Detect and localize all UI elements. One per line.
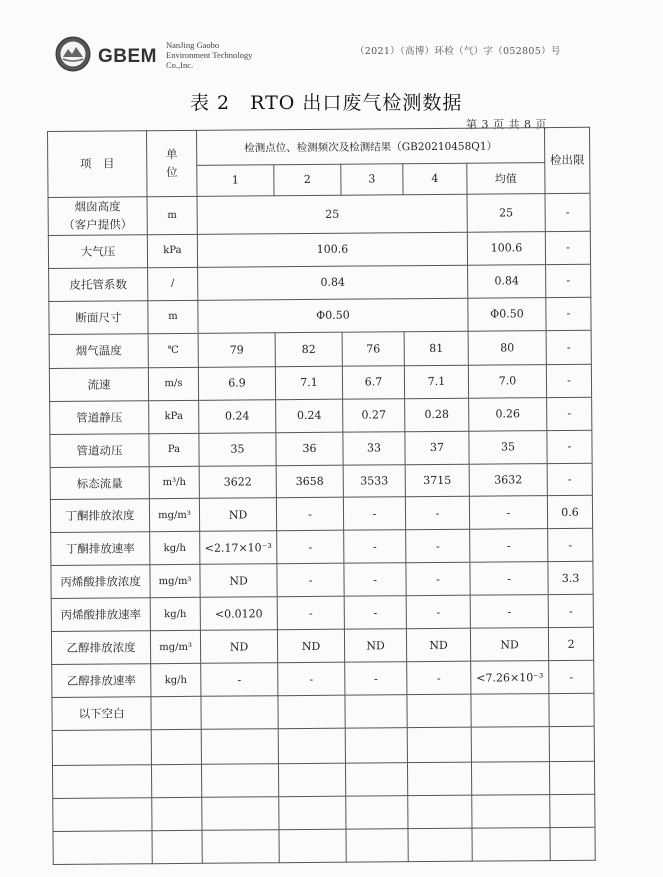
row-v4: - <box>406 563 470 596</box>
row-item: 丁酮排放浓度 <box>50 499 149 533</box>
row-v4: - <box>406 595 470 628</box>
empty-row <box>53 827 595 864</box>
empty-cell <box>202 797 279 831</box>
empty-cell <box>471 727 549 763</box>
empty-cell <box>278 695 345 728</box>
subheader-2: 2 <box>274 164 341 195</box>
empty-cell <box>550 794 595 827</box>
row-item: 管道动压 <box>50 433 149 467</box>
row-item: 大气压 <box>48 235 147 269</box>
empty-row <box>52 761 594 798</box>
empty-cell <box>407 762 471 795</box>
row-unit: m <box>147 196 197 234</box>
row-item: 乙醇排放浓度 <box>51 631 150 665</box>
table-row <box>49 297 591 334</box>
subheader-1: 1 <box>197 165 274 196</box>
row-item: 丁酮排放速率 <box>51 532 150 566</box>
row-v3: 33 <box>343 431 405 464</box>
empty-cell <box>52 730 151 766</box>
row-unit: kg/h <box>150 598 200 631</box>
row-v2: - <box>277 531 344 564</box>
row-v4: - <box>405 497 469 530</box>
empty-cell <box>151 764 201 797</box>
row-limit: - <box>545 231 590 264</box>
row-v3: 3533 <box>343 464 405 497</box>
row-v1: 0.24 <box>199 399 276 433</box>
empty-cell <box>279 796 346 829</box>
row-avg: 3632 <box>469 463 547 497</box>
empty-cell <box>408 795 472 828</box>
row-v4: 81 <box>404 331 468 365</box>
empty-cell <box>549 726 594 761</box>
row-unit: ℃ <box>148 333 198 367</box>
row-v2: 82 <box>275 332 342 366</box>
row-avg: 0.84 <box>468 264 546 298</box>
empty-cell <box>151 696 201 729</box>
row-item: 流速 <box>49 367 148 401</box>
row-v1: 79 <box>198 332 275 367</box>
empty-cell <box>278 763 345 796</box>
empty-cell <box>472 795 550 829</box>
row-unit: m³/h <box>149 466 199 499</box>
row-unit: Pa <box>149 433 199 466</box>
row-v2: 36 <box>276 432 343 465</box>
row-v4: 7.1 <box>404 365 468 398</box>
table-row <box>52 660 594 697</box>
row-limit: 0.6 <box>547 496 592 529</box>
row-merged-value: 100.6 <box>197 232 467 267</box>
row-v3: - <box>343 497 405 530</box>
end-note: 以下空白 <box>52 697 151 731</box>
row-unit: m/s <box>148 367 198 400</box>
row-v4: - <box>406 530 470 563</box>
empty-cell <box>549 761 594 794</box>
row-unit: / <box>148 267 198 300</box>
empty-cell <box>471 694 549 728</box>
row-unit: mg/m³ <box>150 565 200 598</box>
row-avg: - <box>470 595 548 629</box>
row-v1: ND <box>199 498 276 532</box>
empty-cell <box>549 693 594 726</box>
row-limit: 3.3 <box>548 562 593 595</box>
row-avg: - <box>469 496 547 530</box>
row-v3: - <box>344 596 406 629</box>
row-unit: mg/m³ <box>149 499 199 532</box>
row-limit: - <box>545 193 590 231</box>
row-v2: 7.1 <box>275 366 342 399</box>
row-item: 皮托管系数 <box>49 268 148 302</box>
row-item: 管道静压 <box>50 400 149 434</box>
subheader-3: 3 <box>341 164 403 195</box>
row-v4: ND <box>406 628 470 661</box>
row-limit: 2 <box>548 627 593 660</box>
row-limit: - <box>546 264 591 297</box>
empty-cell <box>151 729 201 764</box>
row-avg: 25 <box>467 193 545 232</box>
brand-name: GBEM <box>98 46 157 67</box>
empty-cell <box>152 830 202 863</box>
row-item: 烟气温度 <box>49 333 148 368</box>
row-v3: 6.7 <box>342 365 404 398</box>
company-name: NanJing Gaobo Environment Technology Co.,Inc. <box>166 40 253 70</box>
document-number: （2021）（高博）环检（气）字（052805）号 <box>355 46 561 57</box>
row-v4: 3715 <box>405 464 469 497</box>
row-avg: - <box>470 562 548 596</box>
subheader-avg: 均值 <box>467 163 545 194</box>
table-row <box>51 595 593 632</box>
row-v2: - <box>277 596 344 629</box>
row-item: 丙烯酸排放浓度 <box>51 565 150 599</box>
row-limit: - <box>548 595 593 628</box>
empty-cell <box>201 764 278 798</box>
empty-cell <box>345 695 407 728</box>
row-v1: ND <box>200 630 277 664</box>
empty-cell <box>52 765 151 799</box>
row-limit: - <box>547 397 592 430</box>
row-v2: 3658 <box>276 465 343 498</box>
row-item: 烟囱高度 （客户提供） <box>48 197 147 236</box>
table-title: 表 2 RTO 出口废气检测数据 <box>190 92 463 114</box>
row-item: 标态流量 <box>50 466 149 500</box>
empty-cell <box>278 728 345 764</box>
empty-cell <box>345 763 407 796</box>
empty-cell <box>471 762 549 796</box>
header-limit: 检出限 <box>545 127 591 193</box>
empty-cell <box>346 829 408 863</box>
row-limit: - <box>546 297 591 330</box>
table-row <box>51 562 593 599</box>
row-avg: 100.6 <box>467 232 545 266</box>
header-group: 检测点位、检测频次及检测结果（GB20210458Q1） <box>196 128 544 166</box>
row-avg: <7.26×10⁻³ <box>471 661 549 695</box>
table-row <box>50 430 592 467</box>
empty-cell <box>53 798 152 832</box>
table-row <box>49 330 591 368</box>
row-v2: ND <box>277 629 344 662</box>
row-v1: <0.0120 <box>200 597 277 631</box>
header-row <box>48 127 590 166</box>
row-v2: 0.24 <box>276 399 343 432</box>
empty-cell <box>202 830 279 864</box>
company-logo <box>55 36 91 72</box>
empty-row <box>52 726 594 765</box>
row-unit: kPa <box>149 400 199 433</box>
row-v3: - <box>344 530 406 563</box>
header-unit: 单 位 <box>147 130 198 196</box>
row-unit: kg/h <box>150 532 200 565</box>
row-avg: 80 <box>468 330 546 365</box>
table-row <box>49 364 591 401</box>
empty-cell <box>472 827 550 861</box>
row-unit: kPa <box>147 234 197 267</box>
empty-cell <box>152 797 202 830</box>
row-v2: - <box>277 564 344 597</box>
row-limit: - <box>548 529 593 562</box>
row-v3: 76 <box>342 331 404 365</box>
empty-cell <box>201 729 278 765</box>
header-item: 项 目 <box>48 131 148 198</box>
data-table <box>47 127 596 865</box>
empty-cell <box>550 827 595 860</box>
row-v2: - <box>278 662 345 695</box>
row-avg: Φ0.50 <box>468 297 546 331</box>
row-v1: ND <box>200 564 277 598</box>
row-avg: - <box>470 529 548 563</box>
table-row <box>49 264 591 301</box>
table-row <box>50 496 592 533</box>
row-v1: <2.17×10⁻³ <box>200 531 277 565</box>
row-avg: 7.0 <box>468 364 546 398</box>
row-limit: - <box>546 364 591 397</box>
row-unit: mg/m³ <box>150 631 200 664</box>
empty-cell <box>201 696 278 730</box>
empty-row <box>53 794 595 831</box>
page-info: 第 3 页 共 8 页 <box>466 118 547 131</box>
row-v4: - <box>407 661 471 694</box>
end-note-row <box>52 693 594 730</box>
row-v2: - <box>276 498 343 531</box>
table-row <box>50 463 592 500</box>
row-unit: m <box>148 300 198 333</box>
row-limit: - <box>547 463 592 496</box>
row-v1: 35 <box>199 432 276 466</box>
empty-cell <box>279 829 346 863</box>
row-v3: ND <box>344 629 406 662</box>
empty-cell <box>53 831 152 865</box>
row-v4: 37 <box>405 431 469 464</box>
table-row <box>50 397 592 434</box>
row-merged-value: Φ0.50 <box>198 298 468 333</box>
empty-cell <box>407 694 471 727</box>
row-avg: 35 <box>469 430 547 464</box>
row-item: 丙烯酸排放速率 <box>51 598 150 632</box>
row-item: 乙醇排放速率 <box>52 664 151 698</box>
row-v3: - <box>344 563 406 596</box>
empty-cell <box>345 728 407 763</box>
row-avg: 0.26 <box>469 397 547 431</box>
empty-cell <box>408 828 472 862</box>
row-item: 断面尺寸 <box>49 301 148 335</box>
row-unit: kg/h <box>151 663 201 696</box>
empty-cell <box>346 796 408 829</box>
table-row <box>51 529 593 566</box>
table-row <box>48 193 590 235</box>
table-row <box>48 231 590 268</box>
subheader-4: 4 <box>403 163 467 194</box>
row-v3: 0.27 <box>343 398 405 431</box>
row-avg: ND <box>470 628 548 662</box>
row-v3: - <box>345 662 407 695</box>
row-v1: 6.9 <box>198 366 275 400</box>
row-limit: - <box>546 330 591 364</box>
row-merged-value: 25 <box>197 194 467 234</box>
row-v1: 3622 <box>199 465 276 499</box>
row-limit: - <box>549 660 594 693</box>
row-v4: 0.28 <box>405 398 469 431</box>
row-merged-value: 0.84 <box>198 265 468 300</box>
table-row <box>51 627 593 664</box>
row-limit: - <box>547 430 592 463</box>
empty-cell <box>407 727 471 763</box>
row-v1: - <box>201 663 278 697</box>
